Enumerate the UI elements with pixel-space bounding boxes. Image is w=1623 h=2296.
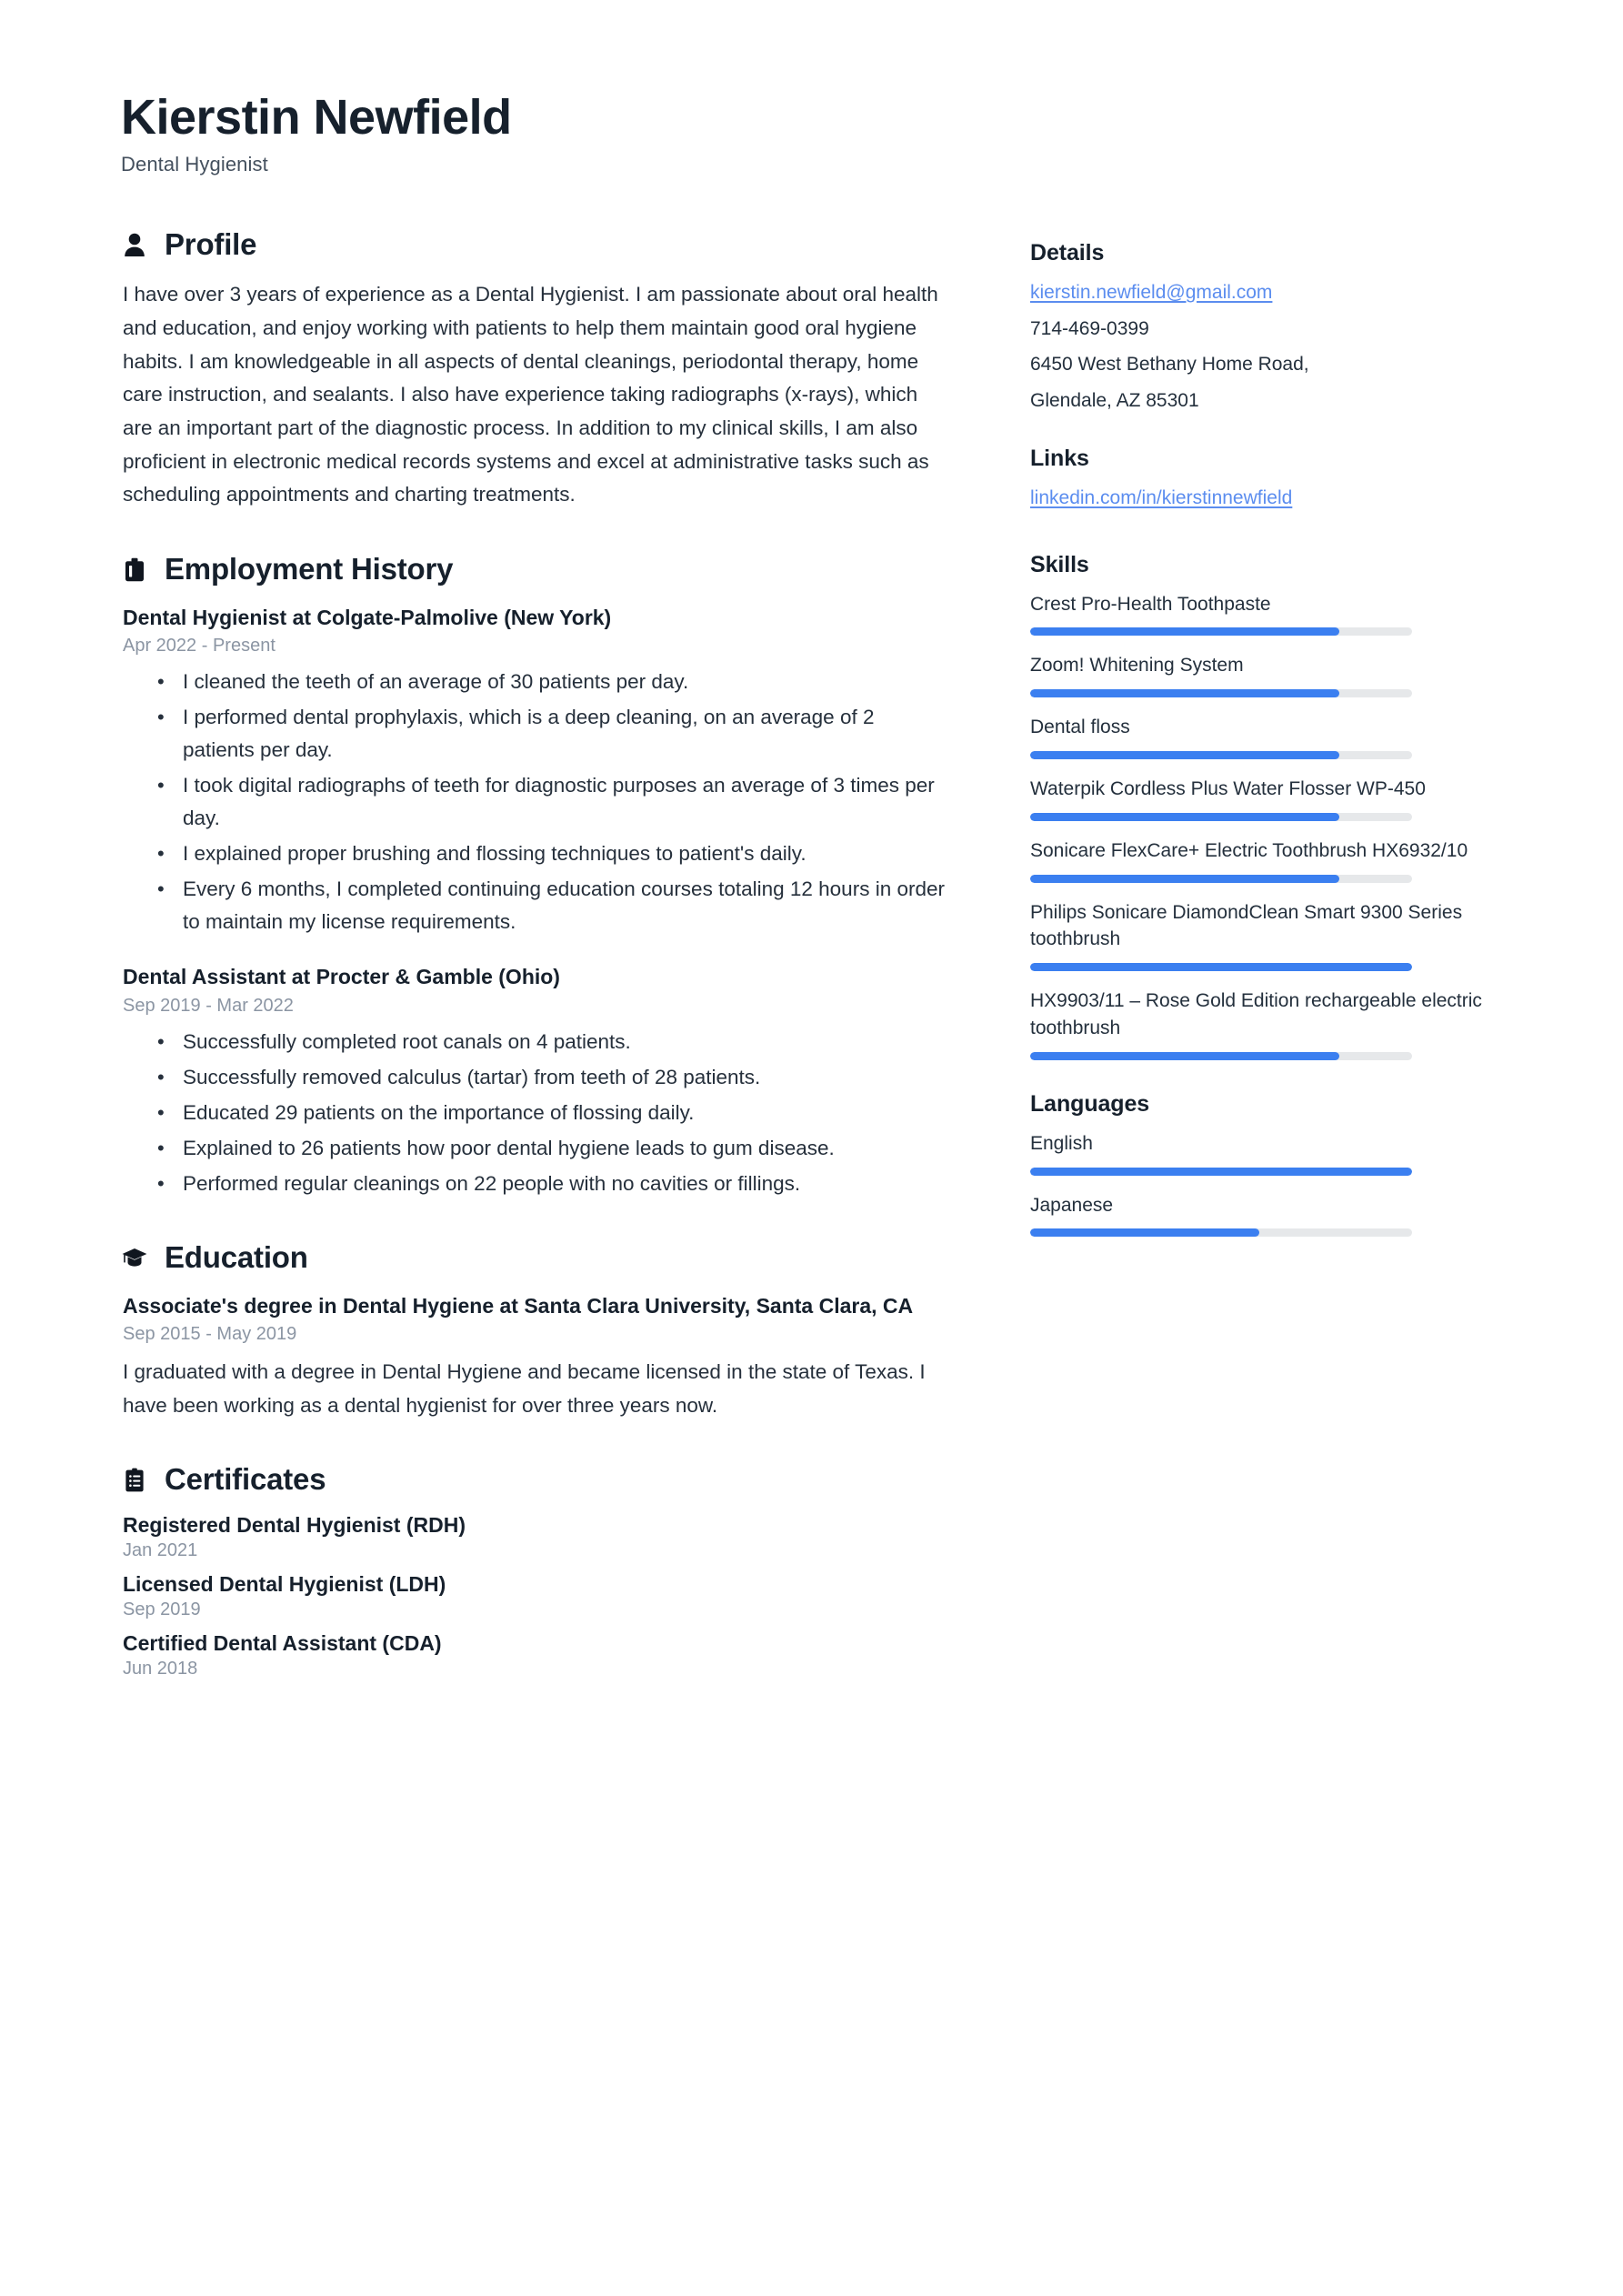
- certificate-entry: [121, 1572, 948, 1620]
- language-meter-track: [1030, 1168, 1412, 1176]
- language-item: [1030, 1192, 1485, 1238]
- bullet-item: • Successfully completed root canals on 4 patients.: [179, 1026, 948, 1058]
- skill-item: [1030, 988, 1485, 1060]
- section-employment-title: Employment History: [165, 552, 454, 587]
- education-entry: [121, 1291, 948, 1423]
- certificate-title: Registered Dental Hygienist (RDH): [123, 1513, 466, 1538]
- sidebar-section-details: [1030, 240, 1485, 415]
- skill-meter-track: [1030, 751, 1412, 759]
- employment-entry-bullets: [121, 666, 948, 938]
- language-item: [1030, 1130, 1485, 1176]
- skill-meter-track: [1030, 813, 1412, 821]
- bullet-item: • Performed regular cleanings on 22 people with no cavities or fillings.: [179, 1168, 948, 1200]
- section-certificates-title: Certificates: [165, 1462, 326, 1497]
- skill-meter-track: [1030, 1052, 1412, 1060]
- section-employment: [121, 552, 948, 1200]
- skill-meter-fill: [1030, 627, 1339, 636]
- skill-meter-fill: [1030, 1052, 1339, 1060]
- skill-item: [1030, 591, 1485, 637]
- sidebar-links-title: Links: [1030, 446, 1089, 472]
- skill-item: [1030, 899, 1485, 972]
- main-column: [121, 227, 1030, 1719]
- bullet-item: • Explained to 26 patients how poor dental hygiene leads to gum disease.: [179, 1132, 948, 1165]
- section-profile-title: Profile: [165, 227, 257, 262]
- employment-entry: [121, 962, 948, 1199]
- skill-label: Zoom! Whitening System: [1030, 655, 1244, 677]
- language-label: English: [1030, 1132, 1093, 1154]
- skill-item: [1030, 652, 1485, 697]
- employment-entry-date: Sep 2019 - Mar 2022: [123, 995, 294, 1016]
- employment-entry-title: Dental Assistant at Procter & Gamble (Ohio): [123, 965, 560, 989]
- address-line-1: 6450 West Bethany Home Road,: [1030, 354, 1309, 376]
- linkedin-link[interactable]: linkedin.com/in/kierstinnewfield: [1030, 487, 1293, 509]
- candidate-job-title: Dental Hygienist: [121, 153, 268, 176]
- skill-meter-fill: [1030, 813, 1339, 821]
- skill-meter-track: [1030, 875, 1412, 883]
- briefcase-icon: [121, 554, 148, 585]
- education-entry-description: I graduated with a degree in Dental Hygiene and became licensed in the state of Texas. I have been working as a dental hygienist for over three years now.: [123, 1360, 926, 1417]
- section-education-title: Education: [165, 1239, 308, 1274]
- candidate-name: Kierstin Newfield: [121, 90, 512, 145]
- bullet-item: • Educated 29 patients on the importance of flossing daily.: [179, 1097, 948, 1129]
- education-entry-date: Sep 2015 - May 2019: [123, 1324, 297, 1345]
- phone-text: 714-469-0399: [1030, 317, 1149, 339]
- language-meter-track: [1030, 1228, 1412, 1237]
- skill-label: Philips Sonicare DiamondClean Smart 9300 Series toothbrush: [1030, 901, 1463, 950]
- employment-entry-bullets: [121, 1026, 948, 1200]
- skill-item: [1030, 837, 1485, 883]
- skill-meter-fill: [1030, 875, 1339, 883]
- sidebar-section-links: [1030, 446, 1485, 520]
- education-entry-title: Associate's degree in Dental Hygiene at Santa Clara University, Santa Clara, CA: [123, 1293, 914, 1318]
- sidebar-section-languages: [1030, 1091, 1485, 1238]
- section-profile-header: [121, 227, 948, 262]
- section-education-header: [121, 1240, 948, 1275]
- skill-meter-track: [1030, 627, 1412, 636]
- bullet-item: • I explained proper brushing and flossing techniques to patient's daily.: [179, 837, 948, 870]
- resume-header: [0, 0, 1623, 176]
- certificate-date: Sep 2019: [123, 1599, 201, 1620]
- employment-entry: [121, 603, 948, 938]
- section-certificates: [121, 1462, 948, 1679]
- section-employment-header: [121, 552, 948, 587]
- skill-label: HX9903/11 – Rose Gold Edition rechargeable electric toothbrush: [1030, 990, 1482, 1038]
- certificate-title: Licensed Dental Hygienist (LDH): [123, 1572, 446, 1597]
- language-meter-fill: [1030, 1168, 1412, 1176]
- sidebar-skills-title: Skills: [1030, 551, 1089, 577]
- certificate-entry: [121, 1631, 948, 1679]
- person-icon: [121, 229, 148, 260]
- language-meter-fill: [1030, 1228, 1259, 1237]
- certificate-entry: [121, 1513, 948, 1561]
- skill-label: Waterpik Cordless Plus Water Flosser WP-450: [1030, 777, 1426, 799]
- bullet-item: • I took digital radiographs of teeth for diagnostic purposes an average of 3 times per day.: [179, 769, 948, 835]
- certificate-date: Jan 2021: [123, 1540, 198, 1561]
- skill-label: Sonicare FlexCare+ Electric Toothbrush HX6932/10: [1030, 839, 1468, 861]
- email-link[interactable]: kierstin.newfield@gmail.com: [1030, 282, 1273, 304]
- skill-label: Dental floss: [1030, 717, 1130, 738]
- profile-text: I have over 3 years of experience as a Dental Hygienist. I am passionate about oral health and education, and enjoy working with patients to help them maintain good oral hygiene habits. I am knowledgeable in all aspects of dental cleanings, periodontal therapy, home care instruction, and sealants. I also have experience taking radiographs (x-rays), which are an important part of the diagnostic process. In addition to my clinical skills, I am also proficient in electronic medical records systems and excel at administrative tasks such as scheduling appointments and charting treatments.: [123, 283, 938, 506]
- sidebar-languages-title: Languages: [1030, 1090, 1150, 1117]
- resume-body: [0, 227, 1623, 1719]
- skill-meter-track: [1030, 963, 1412, 971]
- section-certificates-header: [121, 1462, 948, 1497]
- bullet-item: • I cleaned the teeth of an average of 30 patients per day.: [179, 666, 948, 698]
- bullet-item: • Successfully removed calculus (tartar) from teeth of 28 patients.: [179, 1061, 948, 1094]
- skill-meter-track: [1030, 689, 1412, 697]
- certificate-title: Certified Dental Assistant (CDA): [123, 1631, 442, 1656]
- section-profile: [121, 227, 948, 512]
- graduation-cap-icon: [121, 1242, 148, 1273]
- skill-meter-fill: [1030, 751, 1339, 759]
- clipboard-icon: [121, 1464, 148, 1495]
- bullet-item: • I performed dental prophylaxis, which is a deep cleaning, on an average of 2 patients per day.: [179, 701, 948, 767]
- skill-meter-fill: [1030, 689, 1339, 697]
- skill-label: Crest Pro-Health Toothpaste: [1030, 593, 1271, 615]
- skill-meter-fill: [1030, 963, 1412, 971]
- address-line-2: Glendale, AZ 85301: [1030, 389, 1199, 411]
- section-education: [121, 1240, 948, 1423]
- sidebar-details-title: Details: [1030, 240, 1105, 266]
- language-label: Japanese: [1030, 1194, 1114, 1216]
- skill-item: [1030, 714, 1485, 759]
- certificate-date: Jun 2018: [123, 1659, 198, 1679]
- sidebar-section-skills: [1030, 552, 1485, 1060]
- employment-entry-date: Apr 2022 - Present: [123, 636, 276, 657]
- employment-entry-title: Dental Hygienist at Colgate-Palmolive (New York): [123, 606, 612, 630]
- skill-item: [1030, 776, 1485, 821]
- sidebar-column: [1030, 227, 1485, 1268]
- bullet-item: • Every 6 months, I completed continuing education courses totaling 12 hours in order to maintain my license requirements.: [179, 873, 948, 938]
